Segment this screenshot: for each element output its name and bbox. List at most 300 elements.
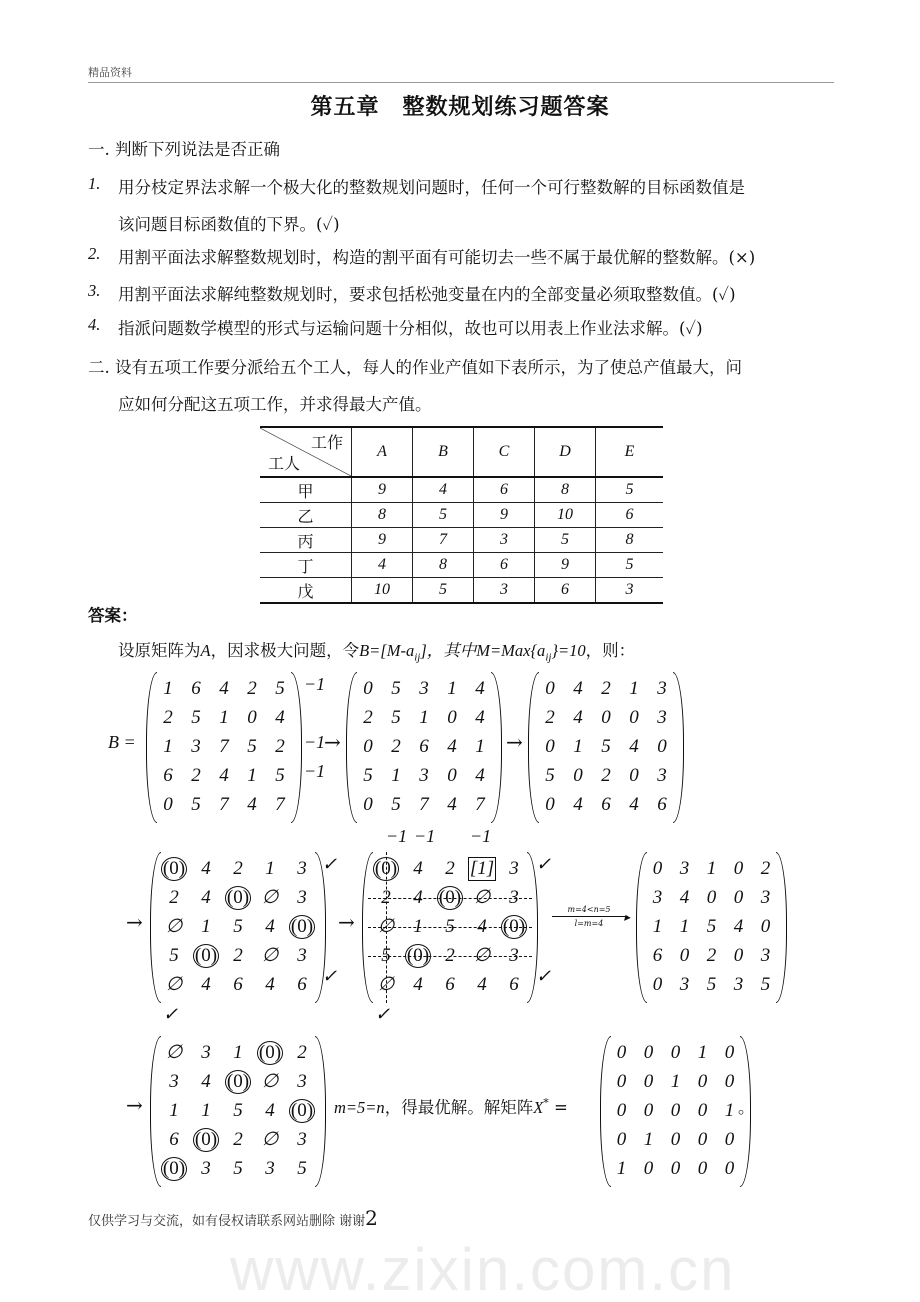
cell-value: 0 — [643, 1100, 654, 1121]
cover-line-row — [368, 898, 532, 899]
cell-value: 6 — [233, 974, 243, 995]
matrix-cell — [662, 1155, 689, 1183]
matrix-cell — [648, 791, 676, 819]
matrix-cell — [698, 855, 725, 883]
arrow-head-icon: ▸ — [624, 910, 631, 924]
matrix-cell — [635, 1155, 662, 1183]
matrix-cell — [592, 733, 620, 761]
matrix-cell — [190, 1068, 222, 1096]
crossed-zero: ∅ — [261, 887, 279, 908]
matrix-cell — [266, 704, 294, 732]
worker-cell: 丙 — [260, 528, 352, 553]
matrix-cell — [698, 942, 725, 970]
check-mark: ✓ — [536, 854, 552, 874]
cell-value: 3 — [509, 945, 519, 966]
cell-value: 3 — [297, 887, 307, 908]
matrix-cell — [182, 791, 210, 819]
setup-M: M=Max{a — [476, 641, 546, 660]
cell-value: 2 — [391, 736, 401, 757]
circled-zero: (0) — [290, 1100, 314, 1121]
crossed-zero: ∅ — [473, 887, 491, 908]
cell-value: 3 — [191, 736, 201, 757]
cell-value: 5 — [391, 794, 401, 815]
item-line: 指派问题数学模型的形式与运输问题十分相似，故也可以用表上作业法求解。 — [118, 319, 679, 338]
matrix-cell — [689, 1039, 716, 1067]
matrix-cell — [689, 1068, 716, 1096]
matrix-cell — [190, 913, 222, 941]
matrix-cell — [222, 971, 254, 999]
cell-value: 1 — [163, 736, 173, 757]
cell-value: 5 — [233, 1100, 243, 1121]
matrix-cell — [210, 733, 238, 761]
check-mark: ✓ — [322, 854, 338, 874]
worker-cell: 甲 — [260, 477, 352, 503]
matrix-cell — [592, 675, 620, 703]
cell-value: 4 — [447, 736, 457, 757]
cell-value: 0 — [733, 887, 744, 908]
step-arrow-top: m=4<n=5 — [567, 905, 611, 914]
item-text — [118, 211, 340, 235]
part2-heading: 二. 设有五项工作要分派给五个工人，每人的作业产值如下表所示，为了使总产值最大，问 — [88, 358, 742, 377]
circled-zero: (0) — [226, 1071, 250, 1092]
matrix-cell — [608, 1068, 635, 1096]
matrix-cell — [498, 971, 530, 999]
matrix-cell — [158, 971, 190, 999]
cell-value: 0 — [652, 858, 663, 879]
cell-value: 2 — [445, 858, 455, 879]
cell-value: 6 — [445, 974, 455, 995]
conclusion-X: X — [533, 1098, 544, 1117]
matrix-cell — [648, 704, 676, 732]
setup-sub: ij — [414, 651, 421, 664]
cell-value: 0 — [697, 1100, 708, 1121]
matrix-cell — [620, 733, 648, 761]
matrix-m5 — [362, 852, 538, 1003]
matrix-cell — [286, 855, 318, 883]
matrix-cell — [466, 704, 494, 732]
conclusion-text: ，得最优解。解矩阵 — [384, 1098, 534, 1117]
matrix-cell — [210, 704, 238, 732]
cell-value: 1 — [413, 916, 423, 937]
matrix-cell — [644, 971, 671, 999]
item-text — [118, 174, 745, 198]
cell-value: 3 — [297, 858, 307, 879]
footer-text: 仅供学习与交流，如有侵权请联系网站删除 谢谢 — [88, 1214, 366, 1229]
cell-value: 0 — [629, 765, 639, 786]
item-number: 3. — [88, 281, 101, 300]
row-reduce-label: −1 — [304, 674, 326, 694]
cell-value: 5 — [247, 736, 257, 757]
cell-value: 1 — [475, 736, 485, 757]
matrix-cell — [644, 913, 671, 941]
cell-value: 4 — [247, 794, 257, 815]
matrix-cell — [154, 675, 182, 703]
cell-value: 0 — [670, 1100, 681, 1121]
cell-value: 0 — [652, 974, 663, 995]
matrix-cell — [254, 913, 286, 941]
matrix-m3 — [528, 672, 684, 823]
matrix-cell — [725, 884, 752, 912]
matrix-cell — [725, 913, 752, 941]
value-cell: 3 — [596, 578, 664, 604]
cell-value: 7 — [275, 794, 285, 815]
cell-value: 3 — [169, 1071, 179, 1092]
value-cell: 5 — [596, 477, 664, 503]
value-cell: 9 — [474, 503, 535, 528]
cell-value: 1 — [573, 736, 583, 757]
matrix-cell — [716, 1068, 743, 1096]
circled-zero: (0) — [162, 1158, 186, 1179]
matrix-cell — [564, 704, 592, 732]
circled-zero: (0) — [194, 945, 218, 966]
value-cell: 6 — [596, 503, 664, 528]
cell-value: 2 — [247, 678, 257, 699]
crossed-zero: ∅ — [261, 945, 279, 966]
matrix-cell — [662, 1068, 689, 1096]
matrix-cell — [564, 762, 592, 790]
cell-value: 4 — [219, 678, 229, 699]
cell-value: 4 — [573, 678, 583, 699]
cell-value: 3 — [733, 974, 744, 995]
matrix-cell — [254, 884, 286, 912]
matrix-cell — [286, 1097, 318, 1125]
cell-value: 2 — [545, 707, 555, 728]
matrix-cell — [752, 971, 779, 999]
cell-value: 4 — [475, 707, 485, 728]
cell-value: 5 — [233, 916, 243, 937]
matrix-cell — [752, 942, 779, 970]
item-line: 用割平面法求解整数规划时，构造的割平面有可能切去一些不属于最优解的整数解。 — [118, 248, 729, 267]
cell-value: 5 — [545, 765, 555, 786]
matrix-cell — [644, 884, 671, 912]
setup-sub: ij — [545, 651, 552, 664]
matrix-cell — [620, 791, 648, 819]
matrix-cell — [671, 855, 698, 883]
matrix-cell — [564, 675, 592, 703]
matrix-cell — [354, 704, 382, 732]
cell-value: 1 — [201, 916, 211, 937]
matrix-m8 — [600, 1036, 751, 1187]
matrix-cell — [635, 1068, 662, 1096]
setup-max: }=10 — [551, 641, 586, 660]
cell-value: 0 — [643, 1071, 654, 1092]
matrix-cell — [620, 704, 648, 732]
matrix-cell — [286, 913, 318, 941]
matrix-cell — [154, 704, 182, 732]
value-cell: 7 — [413, 528, 474, 553]
item-text — [118, 281, 736, 305]
value-cell: 5 — [535, 528, 596, 553]
matrix-cell — [536, 675, 564, 703]
cell-value: 1 — [419, 707, 429, 728]
cell-value: 0 — [724, 1042, 735, 1063]
matrix-m2 — [346, 672, 502, 823]
matrix-cell — [286, 1068, 318, 1096]
matrix-cell — [254, 1155, 286, 1183]
matrix-cell — [210, 675, 238, 703]
cell-value: 0 — [616, 1100, 627, 1121]
page-title: 第五章 整数规划练习题答案 — [310, 94, 610, 120]
cell-value: 4 — [201, 974, 211, 995]
item-line: 用分枝定界法求解一个极大化的整数规划问题时，任何一个可行整数解的目标函数值是 — [118, 178, 745, 197]
answer-label: 答案： — [88, 606, 138, 625]
cell-value: 0 — [545, 678, 555, 699]
cell-value: 0 — [363, 678, 373, 699]
matrix-cell — [648, 762, 676, 790]
matrix-m1 — [146, 672, 302, 823]
judgement-mark: (✓) — [712, 285, 736, 304]
cell-value: 3 — [652, 887, 663, 908]
matrix-cell — [266, 675, 294, 703]
table-corner — [260, 427, 352, 477]
matrix-cell — [689, 1126, 716, 1154]
setup-text: ]，其中 — [420, 641, 477, 660]
matrix-cell — [536, 791, 564, 819]
cell-value: 6 — [601, 794, 611, 815]
value-cell: 6 — [474, 553, 535, 578]
cell-value: 0 — [447, 707, 457, 728]
header-rule — [88, 82, 834, 83]
matrix-cell — [382, 733, 410, 761]
cell-value: 0 — [447, 765, 457, 786]
matrix-cell — [689, 1097, 716, 1125]
value-cell: 9 — [352, 528, 413, 553]
conclusion-m: m=5=n — [334, 1098, 385, 1117]
item-line: 用割平面法求解纯整数规划时，要求包括松弛变量在内的全部变量必须取整数值。 — [118, 285, 712, 304]
cell-value: 5 — [706, 974, 717, 995]
cell-value: 0 — [706, 887, 717, 908]
matrix-cell — [662, 1097, 689, 1125]
matrix-cell — [222, 855, 254, 883]
cell-value: 4 — [201, 887, 211, 908]
setup-text: ，因求极大问题，令 — [210, 641, 360, 660]
cell-value: 0 — [733, 858, 744, 879]
arrow-icon: → — [126, 1093, 143, 1117]
value-cell: 6 — [474, 477, 535, 503]
cell-value: 0 — [643, 1158, 654, 1179]
matrix-cell — [158, 884, 190, 912]
cell-value: 4 — [265, 1100, 275, 1121]
table-row — [260, 553, 663, 578]
circled-zero: (0) — [406, 945, 430, 966]
cell-value: 3 — [679, 858, 690, 879]
conclusion — [334, 1094, 568, 1118]
matrix-cell — [671, 971, 698, 999]
item-number: 4. — [88, 315, 101, 334]
cell-value: 4 — [573, 794, 583, 815]
col-reduce-label: −1 — [414, 826, 436, 846]
cell-value: 5 — [601, 736, 611, 757]
boxed-value: [1] — [469, 858, 495, 879]
circled-zero: (0) — [226, 887, 250, 908]
arrow-icon: → — [506, 730, 523, 754]
cell-value: 6 — [297, 974, 307, 995]
value-cell: 3 — [474, 578, 535, 604]
matrix-cell — [662, 1126, 689, 1154]
matrix-cell — [222, 913, 254, 941]
matrix-cell — [402, 855, 434, 883]
setup-text: 设原矩阵为 — [118, 641, 201, 660]
matrix-cell — [671, 942, 698, 970]
cell-value: 2 — [233, 1129, 243, 1150]
matrix-cell — [466, 762, 494, 790]
cell-value: 4 — [477, 916, 487, 937]
cell-value: 2 — [169, 887, 179, 908]
value-cell: 5 — [413, 578, 474, 604]
matrix-cell — [382, 675, 410, 703]
matrix-cell — [190, 971, 222, 999]
matrix-cell — [254, 971, 286, 999]
matrix-cell — [286, 942, 318, 970]
value-cell: 10 — [352, 578, 413, 604]
matrix-cell — [354, 675, 382, 703]
cell-value: 1 — [616, 1158, 627, 1179]
matrix-cell — [182, 704, 210, 732]
cell-value: 0 — [363, 736, 373, 757]
cell-value: 1 — [163, 678, 173, 699]
matrix-cell — [222, 1068, 254, 1096]
matrix-cell — [402, 971, 434, 999]
cell-value: 1 — [724, 1100, 735, 1121]
table-row — [260, 578, 663, 604]
cell-value: 1 — [233, 1042, 243, 1063]
cell-value: 2 — [191, 765, 201, 786]
judgement-mark: (×) — [728, 248, 756, 267]
cover-line-column — [386, 852, 387, 1003]
cell-value: 1 — [670, 1071, 681, 1092]
matrix-cell — [158, 855, 190, 883]
circled-zero: (0) — [258, 1042, 282, 1063]
value-cell: 10 — [535, 503, 596, 528]
cell-value: 3 — [657, 678, 667, 699]
matrix-m6 — [636, 852, 787, 1003]
cell-value: 1 — [697, 1042, 708, 1063]
matrix-cell — [254, 1039, 286, 1067]
matrix-cell — [608, 1097, 635, 1125]
answer-setup — [118, 637, 635, 663]
circled-zero: (0) — [162, 858, 186, 879]
matrix-cell — [608, 1039, 635, 1067]
check-mark: ✓ — [375, 1004, 391, 1024]
matrix-cell — [671, 884, 698, 912]
cell-value: 2 — [601, 678, 611, 699]
cell-value: 5 — [191, 794, 201, 815]
matrix-cell — [564, 733, 592, 761]
matrix-cell — [210, 762, 238, 790]
cell-value: 1 — [706, 858, 717, 879]
matrix-cell — [410, 675, 438, 703]
crossed-zero: ∅ — [473, 945, 491, 966]
cell-value: 2 — [760, 858, 771, 879]
matrix-cell — [190, 1126, 222, 1154]
footer — [88, 1206, 378, 1230]
judgement-mark: (✓) — [316, 215, 340, 234]
matrix-cell — [466, 675, 494, 703]
matrix-cell — [698, 884, 725, 912]
cell-value: 1 — [391, 765, 401, 786]
cell-value: 0 — [573, 765, 583, 786]
row-reduce-label: −1 — [304, 761, 326, 781]
cell-value: 7 — [475, 794, 485, 815]
matrix-cell — [266, 762, 294, 790]
cell-value: 6 — [419, 736, 429, 757]
cell-value: 4 — [201, 1071, 211, 1092]
item-number: 2. — [88, 244, 101, 263]
matrix-cell — [752, 855, 779, 883]
cell-value: 0 — [163, 794, 173, 815]
matrix-cell — [725, 971, 752, 999]
value-cell: 8 — [535, 477, 596, 503]
part2-heading-cont: 应如何分配这五项工作，并求得最大产值。 — [118, 395, 432, 414]
cell-value: 3 — [265, 1158, 275, 1179]
cell-value: 1 — [447, 678, 457, 699]
matrix-cell — [158, 1039, 190, 1067]
step-arrow — [552, 905, 626, 928]
matrix-m7 — [150, 1036, 326, 1187]
cell-value: 4 — [475, 678, 485, 699]
cell-value: 2 — [275, 736, 285, 757]
cell-value: 5 — [706, 916, 717, 937]
matrix-cell — [536, 704, 564, 732]
row-reduce-label: −1 — [304, 732, 326, 752]
cell-value: 0 — [616, 1042, 627, 1063]
matrix-cell — [410, 762, 438, 790]
conclusion-star: * — [543, 1096, 549, 1110]
matrix-cell — [698, 971, 725, 999]
cell-value: 0 — [760, 916, 771, 937]
matrix-cell — [620, 762, 648, 790]
worker-cell: 丁 — [260, 553, 352, 578]
arrow-icon: → — [324, 730, 341, 754]
matrix-cell — [725, 855, 752, 883]
cell-value: 5 — [760, 974, 771, 995]
cell-value: 3 — [679, 974, 690, 995]
matrix-cell — [536, 733, 564, 761]
cell-value: 2 — [445, 945, 455, 966]
cell-value: 5 — [275, 678, 285, 699]
value-cell: 8 — [352, 503, 413, 528]
cell-value: 0 — [616, 1129, 627, 1150]
matrix-cell — [222, 884, 254, 912]
cell-value: 1 — [219, 707, 229, 728]
worker-cell: 戊 — [260, 578, 352, 604]
matrix-cell — [222, 1097, 254, 1125]
cell-value: 3 — [201, 1158, 211, 1179]
matrix-cell — [438, 791, 466, 819]
table-body — [260, 477, 663, 603]
header-tag: 精品资料 — [88, 66, 132, 79]
cell-value: 0 — [733, 945, 744, 966]
cell-value: 0 — [724, 1071, 735, 1092]
matrix-cell — [608, 1155, 635, 1183]
matrix-cell — [662, 1039, 689, 1067]
cell-value: 1 — [201, 1100, 211, 1121]
matrix-cell — [158, 1097, 190, 1125]
matrix-cell — [498, 855, 530, 883]
matrix-cell — [752, 913, 779, 941]
cell-value: 6 — [509, 974, 519, 995]
worker-cell: 乙 — [260, 503, 352, 528]
cell-value: 5 — [191, 707, 201, 728]
matrix-cell — [210, 791, 238, 819]
cell-value: 0 — [643, 1042, 654, 1063]
cell-value: 4 — [201, 858, 211, 879]
arrow-icon: → — [338, 910, 355, 934]
arrow-line — [552, 916, 626, 917]
matrix-cell — [286, 1126, 318, 1154]
matrix-cell — [635, 1126, 662, 1154]
cell-value: 0 — [697, 1158, 708, 1179]
